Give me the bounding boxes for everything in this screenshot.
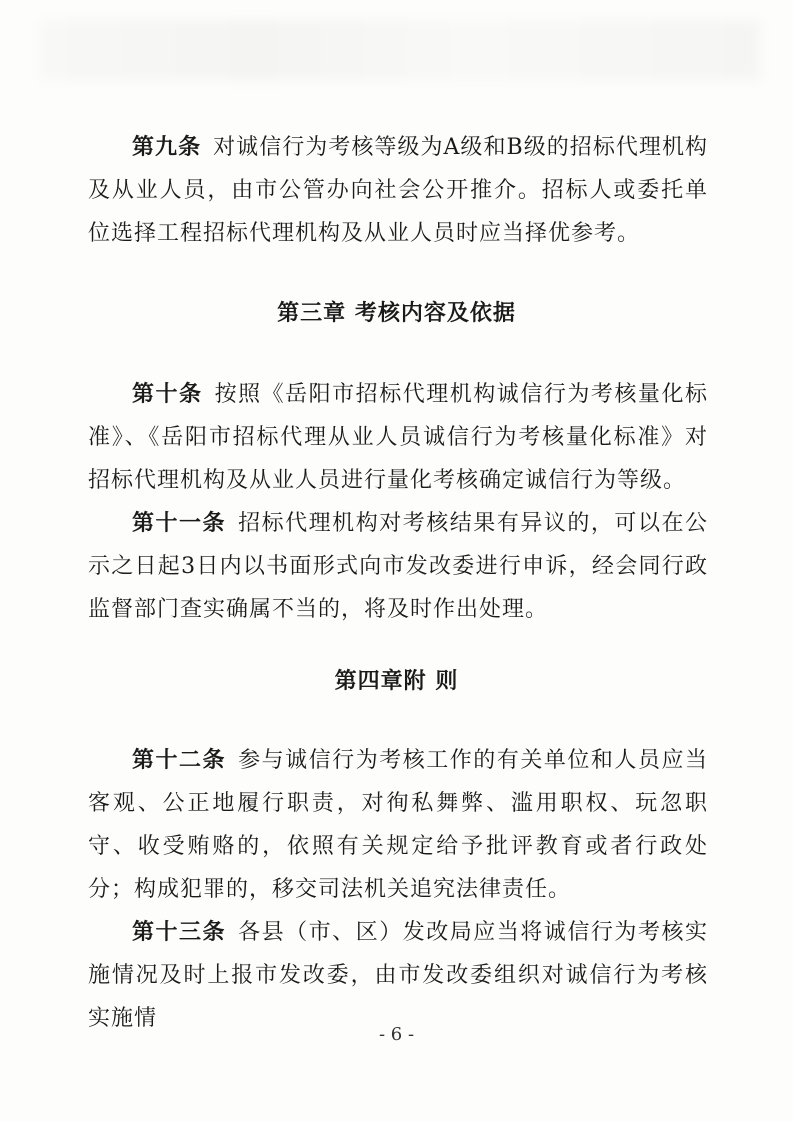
article-13-label: 第十三条 — [132, 920, 227, 945]
article-11-label: 第十一条 — [132, 511, 227, 536]
article-10 — [88, 373, 708, 502]
article-12-label: 第十二条 — [132, 748, 227, 773]
chapter-3-heading: 第三章 考核内容及依据 — [277, 301, 516, 326]
article-11 — [88, 502, 708, 631]
article-13 — [88, 911, 708, 1040]
article-10-text: 按照《岳阳市招标代理机构诚信行为考核量化标准》、《岳阳市招标代理从业人员诚信行为考核量化标准》对招标代理机构及从业人员进行量化考核确定诚信行为等级。 — [88, 382, 708, 493]
article-9-text: 对诚信行为考核等级为A级和B级的招标代理机构及从业人员，由市公管办向社会公开推介。招标人或委托单位选择工程招标代理机构及从业人员时应当择优参考。 — [88, 135, 708, 246]
article-11-text: 招标代理机构对考核结果有异议的，可以在公示之日起3日内以书面形式向市发改委进行申诉，经会同行政监督部门查实确属不当的，将及时作出处理。 — [88, 511, 708, 622]
article-13-text: 各县（市、区）发改局应当将诚信行为考核实施情况及时上报市发改委，由市发改委组织对诚信行为考核实施情 — [88, 920, 708, 1031]
article-12 — [88, 739, 708, 911]
chapter-4-heading: 第四章附 则 — [334, 669, 459, 694]
page-number: - 6 - — [378, 1024, 415, 1045]
article-9-label: 第九条 — [132, 135, 202, 160]
article-10-label: 第十条 — [132, 382, 203, 407]
bleed-through-shadow — [40, 20, 760, 80]
article-9 — [88, 126, 708, 255]
article-12-text: 参与诚信行为考核工作的有关单位和人员应当客观、公正地履行职责，对徇私舞弊、滥用职权、玩忽职守、收受贿赂的，依照有关规定给予批评教育或者行政处分；构成犯罪的，移交司法机关追究法律责任。 — [88, 748, 708, 902]
